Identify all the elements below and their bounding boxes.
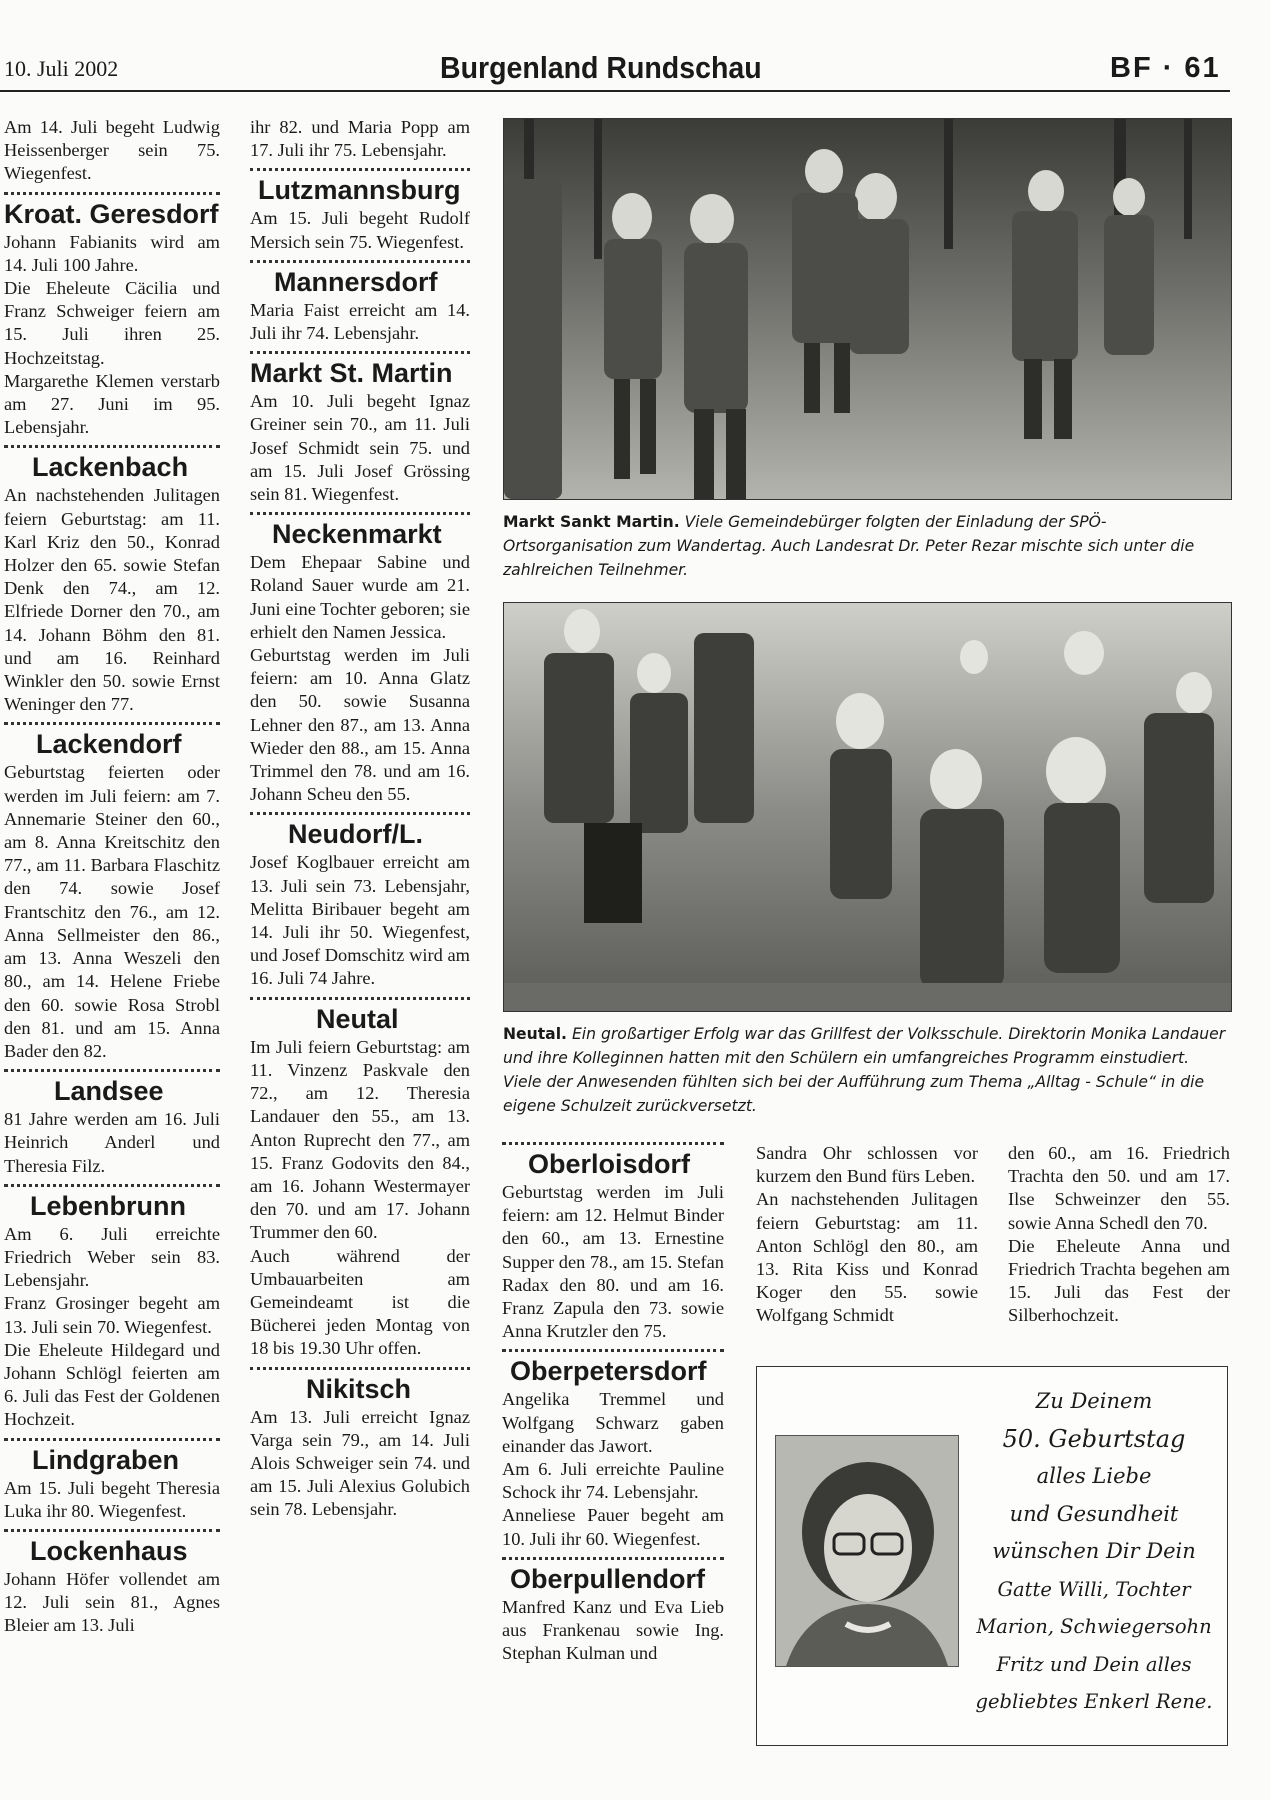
greeting-line: Marion, Schwiegersohn [976,1615,1212,1638]
article-text: Maria Faist erreicht am 14. Juli ihr 74. Lebensjahr. [250,299,470,344]
greeting-line: gebliebtes Enkerl Rene. [975,1690,1213,1713]
section-heading-neckenmarkt: Neckenmarkt [272,519,442,550]
dotted-divider [250,260,470,263]
section-heading-nikitsch: Nikitsch [306,1373,412,1404]
column-4 [756,1142,978,1328]
article-text: Am 14. Juli begeht Ludwig Heissenberger sein 75. Wiegenfest. [4,117,220,184]
section-heading-lutzmannsburg: Lutzmannsburg [258,175,461,206]
section-heading-lockenhaus: Lockenhaus [30,1535,188,1566]
dotted-divider [502,1557,724,1560]
birthday-greeting-ad [756,1366,1228,1746]
article-text: Auch während der Umbauarbeiten am Gemeindeamt ist die Bücherei jeden Montag von 18 bis 19.30 Uhr offen. [250,1245,470,1359]
hiking-group-photo [503,118,1232,500]
caption-place: Neutal. [503,1025,567,1043]
section-heading-markt-st-martin: Markt St. Martin [250,358,453,389]
section-heading-lebenbrunn: Lebenbrunn [30,1190,186,1221]
article-text: Johann Höfer vollendet am 12. Juli sein 81., Agnes Bleier am 13. Juli [4,1568,220,1636]
greeting-line: Zu Deinem [1035,1389,1153,1413]
section-heading-lindgraben: Lindgraben [32,1444,179,1475]
issue-date: 10. Juli 2002 [4,56,119,81]
section-heading-neudorf: Neudorf/L. [288,819,423,850]
article-text: Angelika Tremmel und Wolfgang Schwarz gaben einander das Jawort. [502,1389,724,1456]
dotted-divider [250,168,470,171]
school-photo-illustration [504,603,1231,1011]
dotted-divider [4,445,220,448]
dotted-divider [4,1529,220,1532]
photo-caption-2 [503,1022,1230,1118]
section-heading-oberpetersdorf: Oberpetersdorf [510,1356,707,1387]
column-2 [250,116,470,1522]
article-text: ihr 82. und Maria Popp am 17. Juli ihr 75. Lebensjahr. [250,117,470,161]
caption-text: Viele Gemeindebürger folgten der Einladung der SPÖ-Ortsorganisation zum Wandertag. Auch Landesrat Dr. Peter Rezar mischte sich unter die zahlreichen Teilnehmer. [503,513,1195,579]
dotted-divider [250,351,470,354]
column-5 [1008,1142,1230,1328]
column-3 [502,1142,724,1665]
article-text: Manfred Kanz und Eva Lieb aus Frankenau sowie Ing. Stephan Kulman und [502,1596,724,1664]
section-heading-lackenbach: Lackenbach [32,452,189,483]
article-text: Am 6. Juli erreichte Friedrich Weber sein 83. Lebensjahr. [4,1223,220,1291]
dotted-divider [250,1367,470,1370]
article-text: Dem Ehepaar Sabine und Roland Sauer wurde am 21. Juni eine Tochter geboren; sie erhielt den Namen Jessica. [250,552,471,642]
article-text: Am 15. Juli begeht Theresia Luka ihr 80. Wiegenfest. [4,1477,220,1521]
article-text: Die Eheleute Hildegard und Johann Schlögl feierten am 6. Juli das Fest der Goldenen Hochzeit. [4,1339,220,1430]
dotted-divider [4,1438,220,1441]
section-heading-oberloisdorf: Oberloisdorf [528,1149,691,1179]
article-text: Am 15. Juli begeht Rudolf Mersich sein 75. Wiegenfest. [250,208,470,252]
school-children-photo [503,602,1232,1012]
article-text: Im Juli feiern Geburtstag: am 11. Vinzenz Paskvale den 72., am 12. Theresia Landauer den 55., am 13. Anton Ruprecht den 77., am 15. Franz Godovits den 84., am 16. Johann Westermayer den 70. und am 17. Johann Trummer den 60. [250,1036,470,1243]
article-text: Margarethe Klemen verstarb am 27. Juni im 95. Lebensjahr. [4,370,220,438]
article-text: Am 6. Juli erreichte Pauline Schock ihr 74. Lebensjahr. [502,1459,724,1503]
article-text: Geburtstag feierten oder werden im Juli feiern: am 7. Annemarie Steiner den 60., am 8. Anna Kreitschitz den 77., am 11. Barbara Flaschitz den 74. sowie Josef Frantschitz den 76., am 12. Anna Sellmeister den 86., am 13. Anna Weszeli den 80., am 14. Helene Friebe den 60. sowie Rosa Strobl den 81. und am 15. Anna Bader den 82. [4,762,220,1061]
column-1 [4,116,220,1638]
section-heading-lackendorf: Lackendorf [36,729,182,760]
article-text: den 60., am 16. Friedrich Trachta den 50. und am 17. Ilse Schweinzer den 55. sowie Anna Schedl den 70. [1008,1143,1230,1233]
article-text: Sandra Ohr schlossen vor kurzem den Bund fürs Leben. [756,1143,978,1187]
section-heading-landsee: Landsee [54,1076,164,1107]
dotted-divider [4,1184,220,1187]
article-text: Geburtstag werden im Juli feiern: am 10. Anna Glatz den 50. sowie Susanna Lehner den 87., am 13. Anna Wieder den 88., am 15. Anna Trimmel den 78. und am 16. Johann Scheu den 55. [250,645,470,805]
section-heading-kroat-geresdorf: Kroat. Geresdorf [4,198,219,229]
article-text: An nachstehenden Julitagen feiern Geburtstag: am 11. Karl Kriz den 50., Konrad Holzer den 65. sowie Stefan Denk den 74., am 12. Elfriede Dorner den 70., am 14. Johann Böhm den 81. und am 16. Reinhard Winkler den 50. sowie Ernst Weninger den 77. [4,485,220,715]
header-rule [0,90,1230,92]
dotted-divider [4,192,220,195]
greeting-line: alles Liebe [1036,1464,1152,1488]
greeting-line: wünschen Dir Dein [992,1539,1196,1563]
page-header [0,48,1230,90]
photo-caption-1 [503,510,1230,582]
article-text: Johann Fabianits wird am 14. Juli 100 Jahre. [4,231,220,275]
article-text: Geburtstag werden im Juli feiern: am 12. Helmut Binder den 60., am 13. Ernestine Supper den 78., am 15. Stefan Radax den 80. und am 16. Franz Zapula den 73. sowie Anna Krutzler den 75. [502,1182,724,1342]
portrait-illustration [776,1436,958,1666]
article-text: Am 13. Juli erreicht Ignaz Varga sein 79., am 14. Juli Alois Schweiger sein 74. und am 15. Juli Alexius Golubich sein 78. Lebensjahr. [250,1406,470,1520]
article-text: Die Eheleute Anna und Friedrich Trachta begehen am 15. Juli das Fest der Silberhochzeit. [1008,1235,1230,1326]
article-text: Am 10. Juli begeht Ignaz Greiner sein 70., am 11. Juli Josef Schmidt sein 75. und am 15. Juli Josef Grössing sein 81. Wiegenfest. [250,391,470,505]
greeting-line: Fritz und Dein alles [996,1652,1192,1676]
hiking-photo-illustration [504,119,1231,499]
article-text: Josef Koglbauer erreicht am 13. Juli sein 73. Lebensjahr, Melitta Biribauer begeht am 14. Juli ihr 50. Wiegenfest, und Josef Domschitz wird am 16. Juli 74 Jahre. [250,852,470,989]
dotted-divider [502,1349,724,1352]
caption-text: Ein großartiger Erfolg war das Grillfest der Volksschule. Direktorin Monika Landauer und ihre Kolleginnen hatten mit den Schülern ein umfangreiches Programm einstudiert. Viele der Anwesenden fühlten sich bei der Aufführung zum Thema „Alltag - Schule“ in die eigene Schulzeit zurückversetzt. [503,1025,1226,1115]
dotted-divider [4,722,220,725]
dotted-divider [250,812,470,815]
greeting-line: Gatte Willi, Tochter [997,1577,1191,1601]
article-text: 81 Jahre werden am 16. Juli Heinrich Anderl und Theresia Filz. [4,1109,220,1176]
newspaper-title: Burgenland Rundschau [440,50,762,85]
section-heading-oberpullendorf: Oberpullendorf [510,1563,705,1594]
article-text: Franz Grosinger begeht am 13. Juli sein 70. Wiegenfest. [4,1293,220,1337]
article-text: Die Eheleute Cäcilia und Franz Schweiger feiern am 15. Juli ihren 25. Hochzeitstag. [4,278,220,368]
portrait-photo [775,1435,959,1667]
dotted-divider [250,512,470,515]
greeting-text [969,1383,1219,1721]
dotted-divider [502,1142,724,1145]
caption-place: Markt Sankt Martin. [503,513,680,531]
article-text: Anneliese Pauer begeht am 10. Juli ihr 60. Wiegenfest. [502,1505,724,1549]
page-number: BF · 61 [1110,52,1221,84]
article-text: An nachstehenden Julitagen feiern Geburtstag: am 11. Anton Schlögl den 80., am 13. Rita Kiss und Konrad Koger den 55. sowie Wolfgang Schmidt [756,1189,978,1326]
section-heading-mannersdorf: Mannersdorf [274,266,438,297]
section-heading-neutal: Neutal [316,1003,399,1034]
greeting-line: 50. Geburtstag [1002,1424,1186,1453]
dotted-divider [4,1069,220,1072]
greeting-line: und Gesundheit [1009,1501,1179,1526]
dotted-divider [250,997,470,1000]
